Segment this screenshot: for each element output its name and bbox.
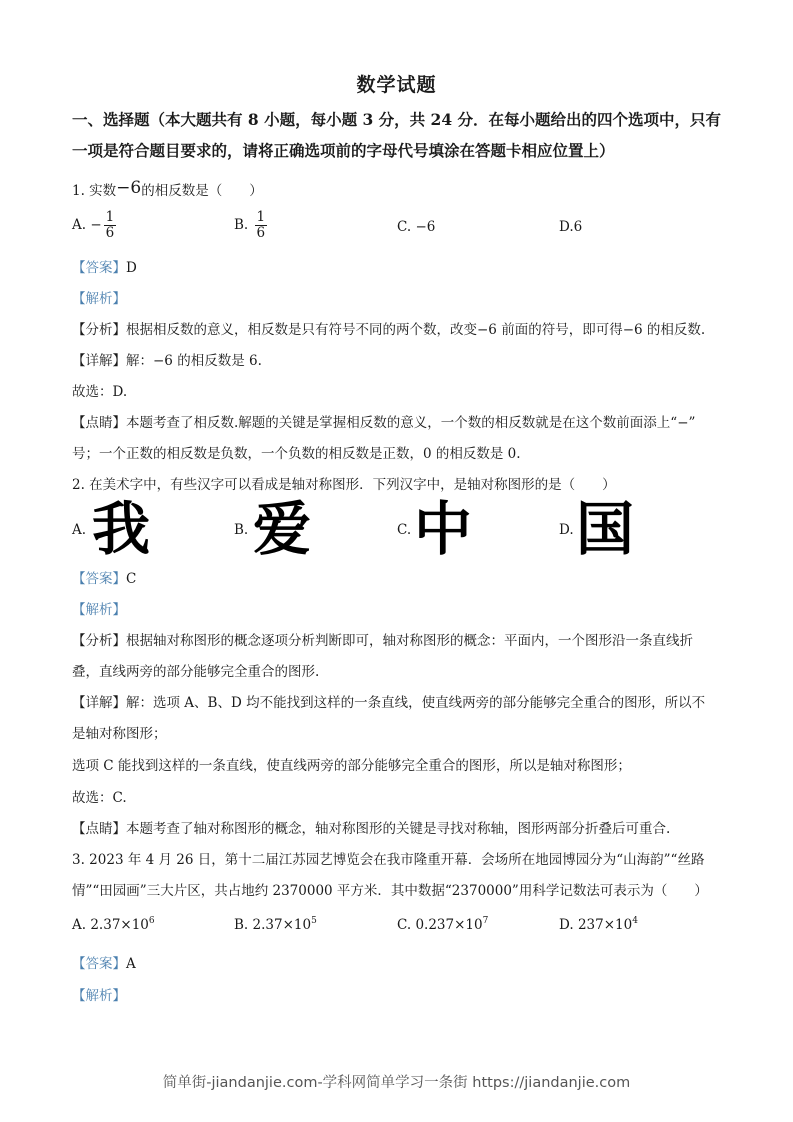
q2-xiangjie-line-2: 是轴对称图形； <box>72 726 167 742</box>
q2-conclusion: 故选：C. <box>72 790 127 806</box>
q1-option-b <box>234 210 267 241</box>
answer-tag: 【答案】 <box>72 956 126 972</box>
q1-xiangjie: 【详解】解：−6 的相反数是 6. <box>72 353 262 369</box>
q2-xiangjie-line-3: 选项 C 能找到这样的一条直线，使直线两旁的部分能够完全重合的图形，所以是轴对称图形； <box>72 758 631 774</box>
option-exponent: 4 <box>632 916 638 926</box>
q2-xiangjie-line-1: 【详解】解：选项 A、B、D 均不能找到这样的一条直线，使直线两旁的部分能够完全重合的图形，所以不 <box>72 695 706 711</box>
option-label: A. <box>72 216 87 233</box>
q1-fenxi: 【分析】根据相反数的意义，相反数是只有符号不同的两个数，改变−6 前面的符号，即可得−6 的相反数. <box>72 322 706 338</box>
option-label: D. <box>559 917 574 933</box>
q2-analysis-tag: 【解析】 <box>72 602 126 618</box>
option-exponent: 5 <box>311 916 317 926</box>
q3-option-a <box>72 916 155 933</box>
answer-value: A <box>126 956 136 972</box>
q2-option-c-char: 中 <box>414 495 473 563</box>
option-base: 0.237×10 <box>415 917 483 933</box>
q2-option-d-char: 国 <box>576 495 635 563</box>
q2-option-d-label: D. <box>559 522 574 538</box>
fraction <box>255 210 268 241</box>
section-heading-line-2: 一项是符合题目要求的，请将正确选项前的字母代号填涂在答题卡相应位置上） <box>72 141 615 160</box>
minus-sign: − <box>90 216 102 233</box>
option-base: 2.37×10 <box>252 917 312 933</box>
q1-stem-prefix: 1. 实数 <box>72 183 117 199</box>
option-label: C. <box>397 917 412 933</box>
q2-fenxi-line-1: 【分析】根据轴对称图形的概念逐项分析判断即可，轴对称图形的概念：平面内，一个图形沿一条直线折 <box>72 633 693 649</box>
q1-dianjing-line-1: 【点睛】本题考查了相反数.解题的关键是掌握相反数的意义，一个数的相反数就是在这个数前面添上“−” <box>72 415 696 431</box>
q2-option-c-label: C. <box>397 522 412 538</box>
q3-stem-line-2: 情”“田园画”三大片区，共占地约 2370000 平方米．其中数据“2370000”用科学记数法可表示为（ ） <box>72 883 708 899</box>
q1-option-c <box>397 219 435 235</box>
q1-stem-value: −6 <box>116 178 142 198</box>
q3-option-b <box>234 916 317 933</box>
q1-stem <box>72 178 263 199</box>
answer-tag: 【答案】 <box>72 571 126 587</box>
q2-stem: 2. 在美术字中，有些汉字可以看成是轴对称图形．下列汉字中，是轴对称图形的是（ ） <box>72 477 616 493</box>
option-base: 237×10 <box>577 917 633 933</box>
option-value: 6 <box>573 219 583 235</box>
option-base: 2.37×10 <box>90 917 149 933</box>
answer-tag: 【答案】 <box>72 260 126 276</box>
q1-stem-suffix: 的相反数是（ ） <box>141 183 263 199</box>
q2-option-a-label: A. <box>72 522 87 538</box>
q1-option-a <box>72 210 116 241</box>
q3-option-c <box>397 916 488 933</box>
denominator: 6 <box>256 224 266 241</box>
q3-option-d <box>559 916 638 933</box>
option-exponent: 6 <box>148 916 155 926</box>
q3-stem-line-1: 3. 2023 年 4 月 26 日，第十二届江苏园艺博览会在我市隆重开幕．会场所在地园博园分为“山海韵”“丝路 <box>72 852 705 868</box>
q3-answer <box>72 952 136 972</box>
q2-option-b-label: B. <box>234 522 249 538</box>
option-exponent: 7 <box>482 916 489 926</box>
option-label: A. <box>72 917 87 933</box>
section-heading-line-1: 一、选择题（本大题共有 8 小题，每小题 3 分，共 24 分．在每小题给出的四个选项中，只有 <box>72 110 722 129</box>
q2-option-a-char: 我 <box>92 495 151 563</box>
q2-option-b-char: 爱 <box>253 495 312 563</box>
q1-analysis-tag: 【解析】 <box>72 291 126 307</box>
option-label: C. <box>397 219 412 235</box>
answer-value: C <box>126 571 137 587</box>
option-label: D. <box>559 219 574 235</box>
q1-option-d <box>559 219 582 235</box>
q1-answer <box>72 256 137 276</box>
q2-answer <box>72 567 136 587</box>
numerator: 1 <box>256 209 266 225</box>
q1-dianjing-line-2: 号；一个正数的相反数是负数，一个负数的相反数是正数，0 的相反数是 0. <box>72 446 521 462</box>
option-label: B. <box>234 917 249 933</box>
q2-dianjing: 【点睛】本题考查了轴对称图形的概念，轴对称图形的关键是寻找对称轴，图形两部分折叠后可重合. <box>72 821 671 837</box>
numerator: 1 <box>105 209 115 225</box>
denominator: 6 <box>105 224 115 241</box>
option-label: B. <box>234 216 249 233</box>
q3-analysis-tag: 【解析】 <box>72 988 126 1004</box>
option-value: −6 <box>415 219 436 235</box>
q2-fenxi-line-2: 叠，直线两旁的部分能够完全重合的图形. <box>72 664 320 680</box>
q1-conclusion: 故选：D. <box>72 384 128 400</box>
page-title: 数学试题 <box>356 74 437 96</box>
fraction <box>104 210 117 241</box>
answer-value: D <box>126 260 137 276</box>
footer-watermark: 简单街-jiandanjie.com-学科网简单学习一条街 https://jiandanjie.com <box>162 1075 631 1091</box>
section-heading <box>72 104 722 166</box>
